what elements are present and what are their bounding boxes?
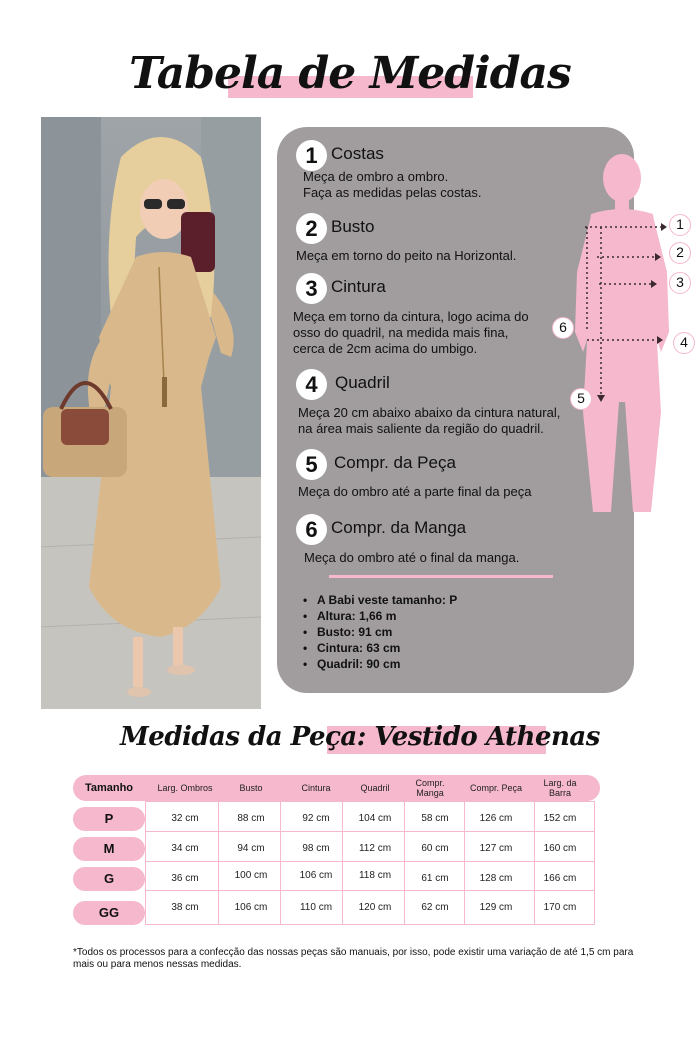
table-cell: 36 cm — [171, 873, 199, 884]
table-cell: 106 cm — [299, 870, 333, 881]
figure-marker: 3 — [669, 272, 691, 294]
footnote: *Todos os processos para a confecção das nossas peças são manuais, por isso, pode existir uma variação de até 1,5 cm para mais ou para menos nessas medidas. — [73, 947, 634, 970]
table-cell: 118 cm — [358, 870, 392, 881]
table-cell: 106 cm — [234, 902, 268, 913]
measurement-title: Quadril — [335, 373, 390, 392]
table-cell: 34 cm — [171, 843, 199, 854]
size-label: G — [73, 867, 145, 891]
table-cell: 62 cm — [421, 902, 449, 913]
measurement-description: Meça 20 cm abaixo abaixo da cintura natural, na área mais saliente da região do quadril. — [298, 405, 561, 436]
measurement-description: Meça do ombro até a parte final da peça — [298, 484, 532, 499]
measurement-number: 1 — [296, 140, 327, 171]
table-cell: 32 cm — [171, 813, 199, 824]
column-header: Quadril — [360, 783, 390, 793]
table-cell: 129 cm — [479, 902, 513, 913]
column-header: Compr. Peça — [469, 783, 523, 793]
figure-marker: 2 — [669, 242, 691, 264]
measurement-number: 5 — [296, 449, 327, 480]
table-cell: 60 cm — [421, 843, 449, 854]
column-header: Larg. Ombros — [157, 783, 213, 793]
table-cell: 92 cm — [302, 813, 330, 824]
table-cell: 166 cm — [543, 873, 577, 884]
measurement-title: Busto — [331, 217, 375, 236]
model-fact: • Cintura: 63 cm — [303, 640, 457, 656]
table-cell: 120 cm — [358, 902, 392, 913]
size-label: M — [73, 837, 145, 861]
model-fact: • Altura: 1,66 m — [303, 608, 457, 624]
table-cell: 160 cm — [543, 843, 577, 854]
figure-marker: 4 — [673, 332, 695, 354]
column-header: Tamanho — [84, 782, 134, 794]
table-cell: 38 cm — [171, 902, 199, 913]
measurement-title: Compr. da Peça — [334, 453, 456, 472]
figure-marker: 5 — [570, 388, 592, 410]
model-photo-illustration — [41, 117, 261, 709]
measurement-description: Meça do ombro até o final da manga. — [304, 550, 520, 565]
card-divider — [329, 575, 553, 578]
table-cell: 128 cm — [479, 873, 513, 884]
subtitle-block — [0, 720, 700, 760]
table-cell: 104 cm — [358, 813, 392, 824]
table-cell: 126 cm — [479, 813, 513, 824]
table-cell: 58 cm — [421, 813, 449, 824]
column-header: Larg. da Barra — [543, 778, 577, 798]
table-cell: 110 cm — [299, 902, 333, 913]
measurement-description: Meça em torno da cintura, logo acima do osso do quadril, na medida mais fina, cerca de 2cm acima do umbigo. — [293, 309, 529, 356]
measurement-description: Meça em torno do peito na Horizontal. — [296, 248, 517, 263]
table-cell: 88 cm — [237, 813, 265, 824]
column-header: Busto — [239, 783, 263, 793]
figure-marker: 1 — [669, 214, 691, 236]
grid-line — [146, 831, 594, 832]
table-cell: 98 cm — [302, 843, 330, 854]
model-fact: • Busto: 91 cm — [303, 624, 457, 640]
table-cell: 100 cm — [234, 870, 268, 881]
measurement-number: 4 — [296, 369, 327, 400]
title-block — [0, 48, 700, 108]
measurement-number: 6 — [296, 514, 327, 545]
size-label: GG — [73, 901, 145, 925]
model-facts-list — [303, 592, 457, 672]
subtitle: Medidas da Peça: Vestido Athenas — [120, 722, 600, 752]
measurement-title: Costas — [331, 144, 384, 163]
table-cell: 152 cm — [543, 813, 577, 824]
measurement-title: Compr. da Manga — [331, 518, 467, 537]
body-silhouette — [545, 152, 700, 522]
table-cell: 127 cm — [479, 843, 513, 854]
size-label: P — [73, 807, 145, 831]
column-header: Compr. Manga — [415, 778, 445, 798]
model-photo — [41, 117, 261, 709]
grid-line — [146, 861, 594, 862]
table-cell: 112 cm — [358, 843, 392, 854]
table-cell: 170 cm — [543, 902, 577, 913]
measurement-title: Cintura — [331, 277, 386, 296]
measurement-number: 3 — [296, 273, 327, 304]
table-cell: 94 cm — [237, 843, 265, 854]
table-cell: 61 cm — [421, 873, 449, 884]
model-fact: • Quadril: 90 cm — [303, 656, 457, 672]
table-header — [73, 775, 600, 801]
figure-marker: 6 — [552, 317, 574, 339]
column-header: Cintura — [301, 783, 331, 793]
model-fact: • A Babi veste tamanho: P — [303, 592, 457, 608]
measurement-number: 2 — [296, 213, 327, 244]
measurement-description: Meça de ombro a ombro. Faça as medidas pelas costas. — [303, 169, 482, 200]
page-title: Tabela de Medidas — [129, 48, 571, 99]
